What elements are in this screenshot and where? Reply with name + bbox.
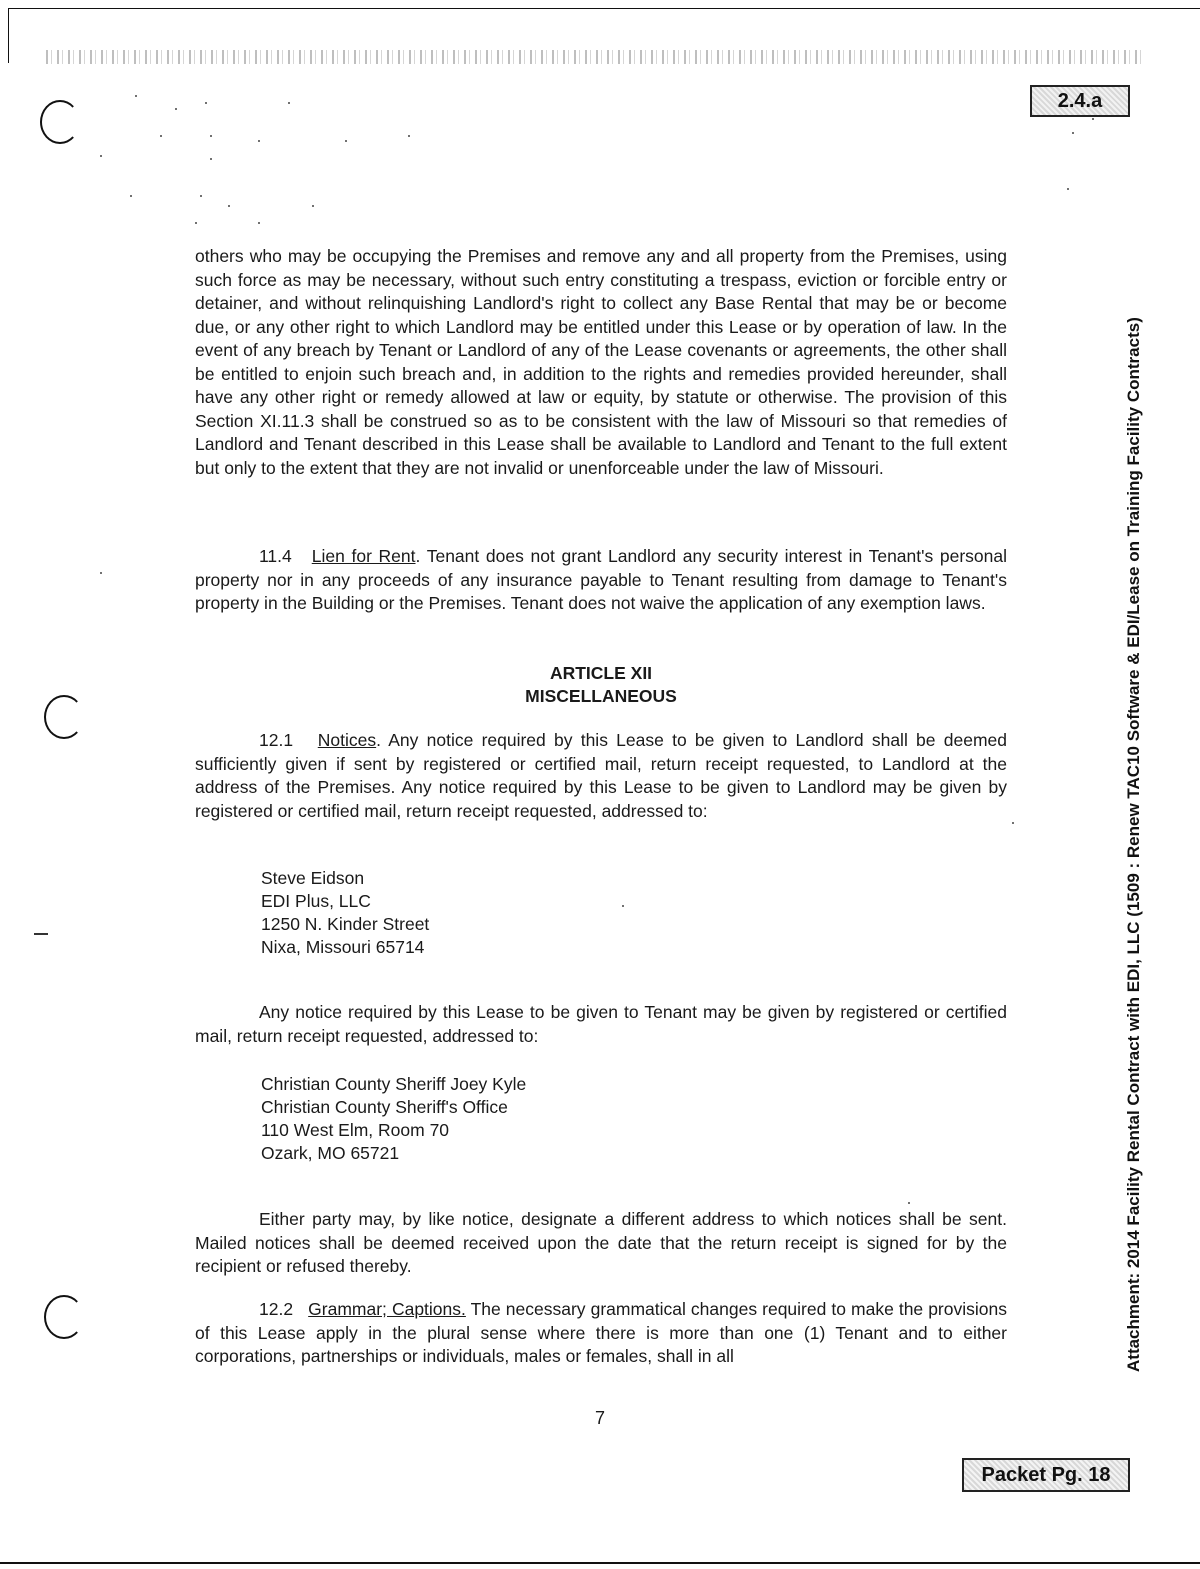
section-body: The necessary grammatical changes required to make the provisions of this Lease apply in the plural sense where there is more than one (1) Tenant and to either corporations, partnerships or individuals, males or females, shall in all xyxy=(195,1299,1007,1366)
scan-speck xyxy=(258,222,260,224)
tenant-address-block xyxy=(261,1073,526,1165)
address-line: EDI Plus, LLC xyxy=(261,891,371,911)
scan-speck xyxy=(1012,822,1014,824)
address-line: 1250 N. Kinder Street xyxy=(261,914,430,934)
scan-speck xyxy=(205,102,207,104)
section-number: 11.4 xyxy=(259,546,292,566)
scan-speck xyxy=(1092,118,1094,120)
scan-speck xyxy=(1067,188,1069,190)
address-line: 110 West Elm, Room 70 xyxy=(261,1120,450,1140)
scan-speck xyxy=(135,95,137,97)
scan-speck xyxy=(100,572,102,574)
scan-speck xyxy=(312,205,314,207)
scan-speck xyxy=(200,195,202,197)
packet-page-badge: Packet Pg. 18 xyxy=(962,1458,1130,1492)
article-title: MISCELLANEOUS xyxy=(525,686,677,706)
landlord-address-block xyxy=(261,867,429,959)
address-line: Christian County Sheriff Joey Kyle xyxy=(261,1074,527,1094)
scan-noise-strip xyxy=(46,50,1146,64)
scan-speck xyxy=(1072,132,1074,134)
section-title: Notices xyxy=(317,730,377,750)
address-line: Steve Eidson xyxy=(261,868,365,888)
scan-speck xyxy=(908,1202,910,1204)
scan-speck xyxy=(288,102,290,104)
page-number: 7 xyxy=(594,1408,605,1428)
binder-hole-icon xyxy=(40,100,80,144)
paragraph-section-11-4 xyxy=(195,545,1007,616)
scan-speck xyxy=(100,155,102,157)
paragraph-change-of-address: Either party may, by like notice, designate a different address to which notices shall be sent. Mailed notices shall be deemed received upon the date that the return receipt is signed for by the recipient or refused thereby. xyxy=(195,1209,1007,1276)
paragraph-section-11-3-continued: others who may be occupying the Premises and remove any and all property from the Premises, using such force as may be necessary, without such entry constituting a trespass, eviction or forcible entry or detainer, and without relinquishing Landlord's right to collect any Base Rental that may be or become due, or any other right to which Landlord may be entitled under this Lease or by operation of law. In the event of any breach by Tenant or Landlord of any of the Lease covenants or agreements, the other shall be entitled to enjoin such breach and, in addition to the rights and remedies provided hereunder, shall have any other right or remedy allowed at law or equity, by statute or otherwise. The provision of this Section XI.11.3 shall be construed so as to be consistent with the law of Missouri so that remedies of Landlord and Tenant described in this Lease shall be available to Landlord and Tenant to the full extent but only to the extent that they are not invalid or unenforceable under the law of Missouri. xyxy=(195,246,1007,478)
scan-speck xyxy=(210,135,212,137)
scan-speck xyxy=(258,140,260,142)
scan-speck xyxy=(130,195,132,197)
binder-hole-icon xyxy=(44,1295,84,1339)
scan-speck xyxy=(228,205,230,207)
scan-speck xyxy=(195,222,197,224)
address-line: Ozark, MO 65721 xyxy=(261,1143,400,1163)
binder-hole-icon xyxy=(44,695,84,739)
address-line: Christian County Sheriff's Office xyxy=(261,1097,508,1117)
scan-speck xyxy=(408,135,410,137)
scan-dash-mark xyxy=(34,933,48,935)
section-body: . Any notice required by this Lease to be given to Landlord shall be deemed sufficiently given if sent by registered or certified mail, return receipt requested, to Landlord at the address of the Premises. Any notice required by this Lease to be given to Landlord may be given by registered or certified mail, return receipt requested, addressed to: xyxy=(195,730,1007,821)
agenda-item-badge: 2.4.a xyxy=(1030,85,1130,117)
scan-top-rule xyxy=(8,8,1200,9)
section-title: Lien for Rent xyxy=(311,546,416,566)
article-number: ARTICLE XII xyxy=(549,663,653,683)
paragraph-section-12-2 xyxy=(195,1298,1007,1369)
address-line: Nixa, Missouri 65714 xyxy=(261,937,425,957)
scan-speck xyxy=(160,135,162,137)
article-heading xyxy=(195,662,1007,708)
section-number: 12.1 xyxy=(259,730,294,750)
section-title: Grammar; Captions. xyxy=(308,1299,466,1319)
scan-speck xyxy=(210,158,212,160)
section-body: . Tenant does not grant Landlord any security interest in Tenant's personal property nor in any proceeds of any insurance payable to Tenant resulting from damage to Tenant's property in the Building or the Premises. Tenant does not waive the application of any exemption laws. xyxy=(195,546,1008,613)
scan-speck xyxy=(622,905,624,907)
scan-bottom-rule xyxy=(0,1562,1200,1564)
scan-speck xyxy=(175,108,177,110)
attachment-sidebar-label: Attachment: 2014 Facility Rental Contract with EDI, LLC (1509 : Renew TAC10 Software & EDI/Lease on Training Facility Contracts) xyxy=(1124,317,1143,1372)
paragraph-section-12-1 xyxy=(195,729,1007,823)
scan-left-rule xyxy=(8,8,9,63)
scan-speck xyxy=(345,140,347,142)
section-number: 12.2 xyxy=(259,1299,294,1319)
paragraph-tenant-notice: Any notice required by this Lease to be given to Tenant may be given by registered or certified mail, return receipt requested, addressed to: xyxy=(195,1002,1007,1046)
